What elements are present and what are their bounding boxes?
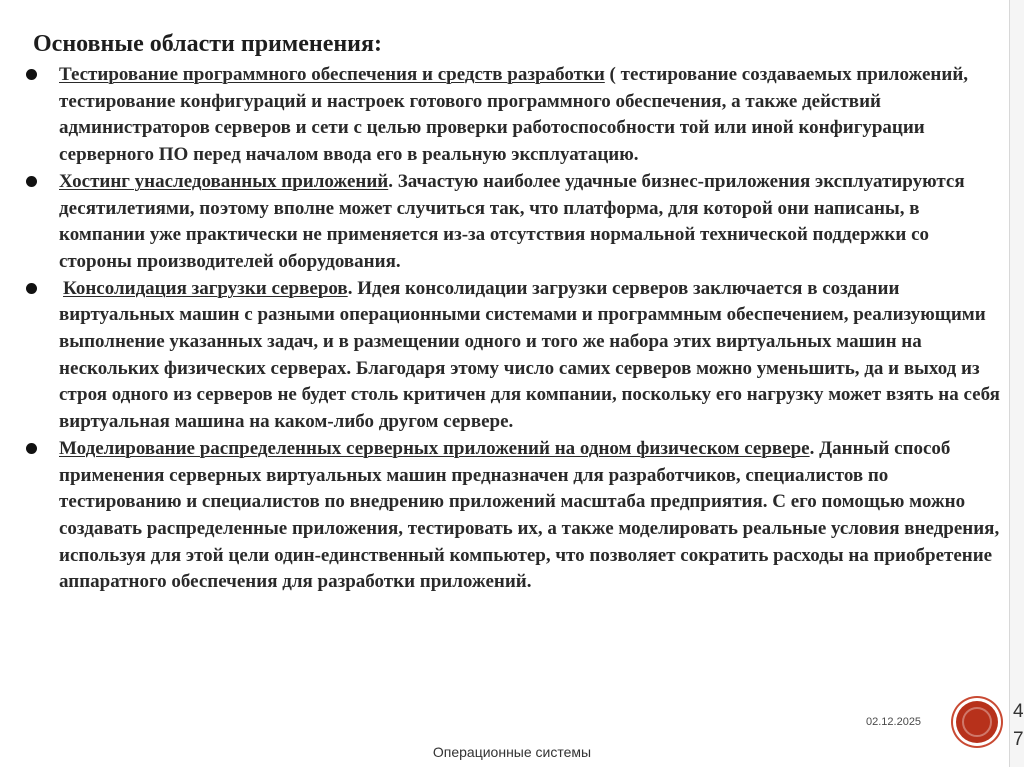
bullet-term: Тестирование программного обеспечения и средств разработки [59, 64, 605, 85]
bullet-term: Хостинг унаследованных приложений [59, 170, 389, 192]
bullet-dot-icon [26, 283, 37, 294]
bullet-dot-icon [26, 443, 37, 454]
bullet-term: Моделирование распределенных серверных приложений на одном физическом сервере [59, 437, 810, 459]
bullet-dot-icon [26, 176, 37, 187]
bullet-dot-icon [26, 69, 37, 80]
list-item [26, 276, 1006, 436]
slide-date: 02.12.2025 [866, 716, 922, 728]
bullet-term: Консолидация загрузки серверов [63, 277, 348, 299]
footer-title: Операционные системы [432, 744, 592, 760]
bullet-list [26, 62, 1006, 596]
slide-number-badge-icon [956, 701, 998, 743]
badge-ring [962, 707, 992, 737]
slide-number: 47 [1013, 701, 1024, 750]
bullet-text: . Зачастую наиболее удачные бизнес-приложения эксплуатируются десятилетиями, поэтому вполне может случиться так, что платформа, для которой они написаны, в компании уже практически не применяется из-за отсутствия нормальной технической поддержки со стороны производителей оборудования. [59, 170, 965, 272]
right-edge-strip [1009, 0, 1024, 767]
list-item [26, 62, 1006, 169]
bullet-text: ( тестирование создаваемых приложений, тестирование конфигураций и настроек готового программного обеспечения, а также действий администраторов серверов и сети с целью проверки работоспособности той или иной конфигурации серверного ПО перед началом ввода его в реальную эксплуатацию. [59, 64, 969, 166]
bullet-text: . Идея консолидации загрузки серверов заключается в создании виртуальных машин с разными операционными системами и программным обеспечением, реализующими выполнение указанных задач, и в размещении одного и того же набора этих виртуальных машин на нескольких физических серверах. Благодаря этому число самих серверов можно уменьшить, да и выход из строя одного из серверов не будет столь критичен для компании, поскольку его нагрузку может взять на себя виртуальная машина на каком-либо другом сервере. [59, 277, 1000, 433]
list-item [26, 436, 1006, 596]
bullet-text: . Данный способ применения серверных виртуальных машин предназначен для разработчиков, специалистов по тестированию и специалистов по внедрению приложений масштаба предприятия. С его помощью можно создавать распределенные приложения, тестировать их, а также моделировать реальные условия внедрения, используя для этой цели один-единственный компьютер, что позволяет сократить расходы на приобретение аппаратного обеспечения для разработки приложений. [59, 437, 1000, 593]
list-item [26, 169, 1006, 276]
slide-title: Основные области применения: [33, 31, 382, 57]
